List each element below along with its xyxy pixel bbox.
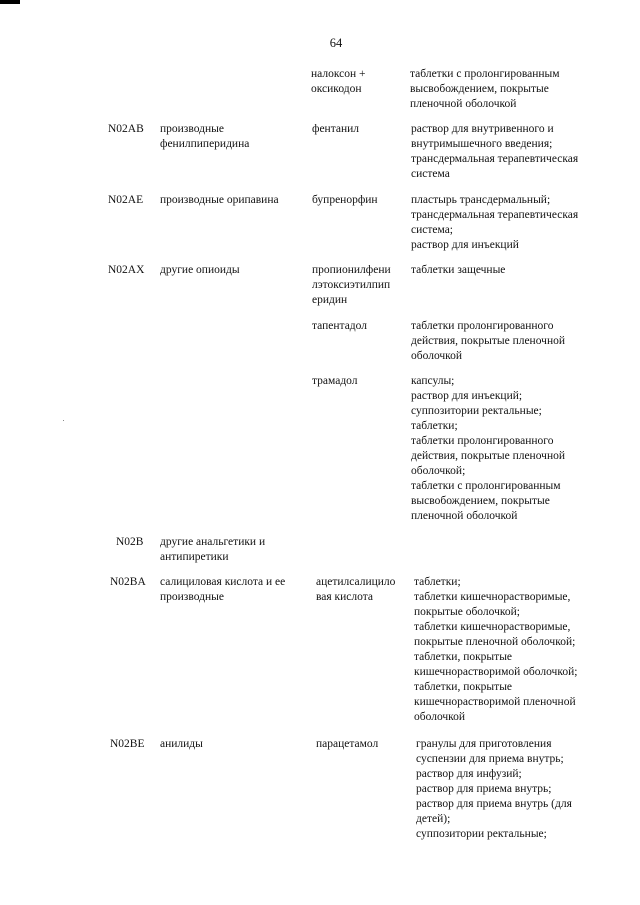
dosage-forms: таблетки с пролонгированным высвобождением, покрытые пленочной оболочкой <box>410 68 560 110</box>
dosage-forms: гранулы для приготовления суспензии для приема внутрь; раствор для инфузий; раствор для приема внутрь; раствор для приема внутрь (для детей); суппозитории ректальные; <box>416 738 572 840</box>
dosage-forms: раствор для внутривенного и внутримышечного введения; трансдермальная терапевтическая система <box>411 123 579 180</box>
drug-name: бупренорфин <box>312 194 378 206</box>
atc-code: N02AB <box>108 123 144 135</box>
page-number: 64 <box>329 36 343 50</box>
scan-artifact <box>0 0 20 4</box>
atc-group: салициловая кислота и ее производные <box>160 576 286 603</box>
dosage-forms: таблетки пролонгированного действия, покрытые пленочной оболочкой <box>411 320 566 362</box>
drug-name: тапентадол <box>312 320 367 332</box>
dosage-forms: капсулы; раствор для инъекций; суппозитории ректальные; таблетки; таблетки пролонгированного действия, покрытые пленочной оболочкой; таблетки с пролонгированным высвобождением, покрытые пленочной оболочкой <box>411 375 566 522</box>
atc-code: N02BE <box>110 738 145 750</box>
dosage-forms: пластырь трансдермальный; трансдермальная терапевтическая система; раствор для инъекций <box>411 194 579 251</box>
atc-code: N02BA <box>110 576 146 588</box>
drug-name: парацетамол <box>316 738 379 750</box>
dosage-forms: таблетки; таблетки кишечнорастворимые, покрытые оболочкой; таблетки кишечнорастворимые, покрытые пленочной оболочкой; таблетки, покрытые кишечнорастворимой оболочкой; таблетки, покрытые кишечнорастворимой пленочной оболочкой <box>414 576 578 723</box>
atc-code: N02B <box>116 536 144 548</box>
drug-name: ацетилсалицило вая кислота <box>316 576 396 603</box>
drug-name: фентанил <box>312 123 360 135</box>
atc-code: N02AE <box>108 194 144 206</box>
scan-speck <box>63 420 64 421</box>
atc-group: производные фенилпиперидина <box>160 123 250 150</box>
atc-group: производные орипавина <box>160 194 279 206</box>
atc-group: анилиды <box>160 738 203 750</box>
drug-name: пропионилфени лэтоксиэтилпип еридин <box>312 264 391 306</box>
atc-group: другие анальгетики и антипиретики <box>160 536 266 563</box>
drug-name: трамадол <box>312 375 358 387</box>
atc-code: N02AX <box>108 264 145 276</box>
dosage-forms: таблетки защечные <box>411 264 506 276</box>
atc-group: другие опиоиды <box>160 264 240 276</box>
drug-name: налоксон + оксикодон <box>311 68 366 95</box>
